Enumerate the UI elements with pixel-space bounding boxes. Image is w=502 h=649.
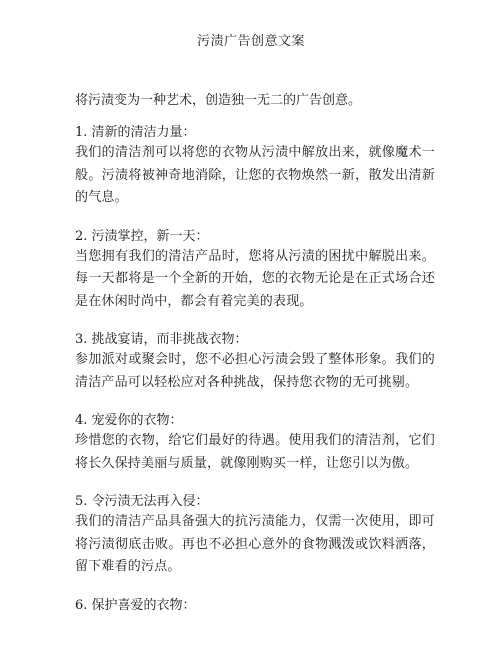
section-body: 我们的清洁产品具备强大的抗污渍能力，仅需一次使用，即可将污渍彻底击败。再也不必担心意外的食物溅泼或饮料洒落，留下难看的污点。 [75, 514, 435, 574]
section-4 [75, 412, 435, 475]
section-heading: 3. 挑战宴请，而非挑战衣物： [75, 332, 248, 347]
section-heading: 2. 污渍掌控，新一天： [75, 228, 209, 244]
section-heading: 1. 清新的清洁力量： [75, 125, 196, 140]
section-heading: 4. 宠爱你的衣物： [75, 413, 183, 428]
section-body: 我们的清洁剂可以将您的衣物从污渍中解放出来，就像魔术一般。污渍将被神奇地消除，让您的衣物焕然一新，散发出清新的气息。 [75, 145, 435, 205]
section-body: 参加派对或聚会时，您不必担心污渍会毁了整体形象。我们的清洁产品可以轻松应对各种挑战，保持您衣物的无可挑剔。 [75, 352, 435, 390]
section-heading: 6. 保护喜爱的衣物： [75, 597, 196, 613]
section-heading: 5. 令污渍无法再入侵： [75, 494, 209, 509]
document-body [75, 124, 435, 633]
intro-paragraph: 将污渍变为一种艺术，创造独一无二的广告创意。 [75, 93, 362, 108]
section-6 [75, 597, 435, 615]
section-body: 当您拥有我们的清洁产品时，您将从污渍的困扰中解脱出来。每一天都将是一个全新的开始，您的衣物无论是在正式场合还是在休闲时尚中，都会有着完美的表现。 [75, 248, 435, 309]
section-5 [75, 493, 435, 579]
section-2 [75, 228, 435, 314]
section-1 [75, 124, 435, 210]
document-title: 污渍广告创意文案 [196, 34, 305, 49]
section-3 [75, 331, 435, 394]
section-body: 珍惜您的衣物，给它们最好的待遇。使用我们的清洁剂，它们将长久保持美丽与质量，就像刚购买一样，让您引以为傲。 [75, 433, 435, 471]
